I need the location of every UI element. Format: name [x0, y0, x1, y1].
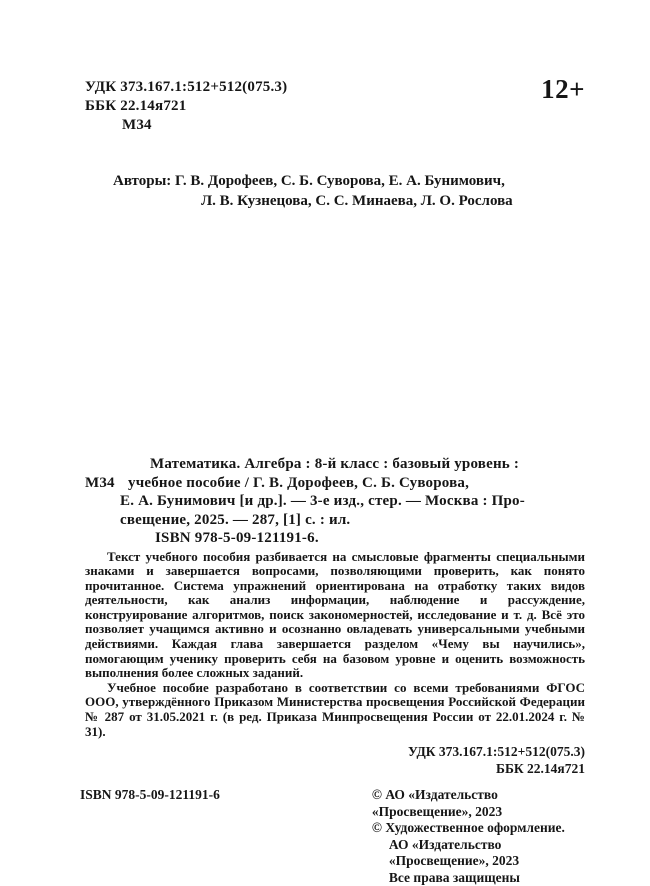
- copyright-block: [372, 787, 585, 886]
- biblio-line-3: Е. А. Бунимович [и др.]. — 3-е изд., стер. — Москва : Про-: [120, 493, 525, 509]
- bbk-code-top: ББК 22.14я721: [85, 98, 187, 114]
- biblio-title-line: Математика. Алгебра : 8-й класс : базовый уровень :: [150, 456, 520, 472]
- classification-codes-top: [85, 78, 287, 135]
- top-codes-row: [85, 74, 585, 135]
- biblio-line-2-text: учебное пособие / Г. В. Дорофеев, С. Б. Суворова,: [128, 474, 470, 491]
- biblio-author-sign: М34: [85, 474, 115, 491]
- copyright-line-4: Все права защищены: [388, 869, 520, 885]
- annotation-paragraph-1: Текст учебного пособия разбивается на смысловые фрагменты специальными знаками и завершается вопросами, позволяющими проверить, как понято прочитанное. Система упражнений ориентирована на отработку таких видов деятельности, как анализ информации, наблюдение и рассуждение, конструирование алгоритмов, поиск закономерностей, исследование и т. д. Всё это позволяет учащимся активно и осознанно овладевать универсальными учебными действиями. Каждая глава завершается разделом «Чему вы научились», помогающим ученику проверить себя на базовом уровне и оценить возможность выполнения более сложных заданий.: [85, 548, 585, 681]
- annotation-paragraph-2: Учебное пособие разработано в соответствии со всеми требованиями ФГОС ООО, утверждённого Приказом Министерства просвещения Российской Федерации № 287 от 31.05.2021 г. (в ред. Приказа Минпросвещения России от 22.01.2024 г. № 31).: [85, 679, 585, 739]
- copyright-line-3: АО «Издательство «Просвещение», 2023: [388, 836, 520, 869]
- classification-codes-bottom: [85, 743, 585, 777]
- authors-line-1: Авторы: Г. В. Дорофеев, С. Б. Суворова, Е. А. Бунимович,: [113, 173, 505, 189]
- copyright-line-1: © АО «Издательство «Просвещение», 2023: [371, 787, 503, 819]
- biblio-isbn: ISBN 978-5-09-121191-6.: [155, 530, 319, 546]
- authors-block: [113, 171, 585, 211]
- bibliographic-entry: [85, 455, 585, 548]
- bbk-code-bottom: ББК 22.14я721: [496, 761, 585, 777]
- copyright-line-2: © Художественное оформление.: [371, 820, 565, 836]
- udk-code-bottom: УДК 373.167.1:512+512(075.3): [407, 744, 585, 760]
- biblio-line-4: свещение, 2025. — 287, [1] с. : ил.: [120, 511, 351, 528]
- age-rating-badge: 12+: [541, 74, 585, 104]
- author-sign-code: М34: [122, 117, 152, 133]
- authors-line-2: Л. В. Кузнецова, С. С. Минаева, Л. О. Рослова: [201, 193, 513, 209]
- footer-row: [80, 787, 585, 886]
- udk-code-top: УДК 373.167.1:512+512(075.3): [85, 79, 288, 95]
- annotation-block: [85, 550, 585, 740]
- biblio-line-2: [85, 474, 585, 493]
- footer-isbn: ISBN 978-5-09-121191-6: [80, 787, 220, 803]
